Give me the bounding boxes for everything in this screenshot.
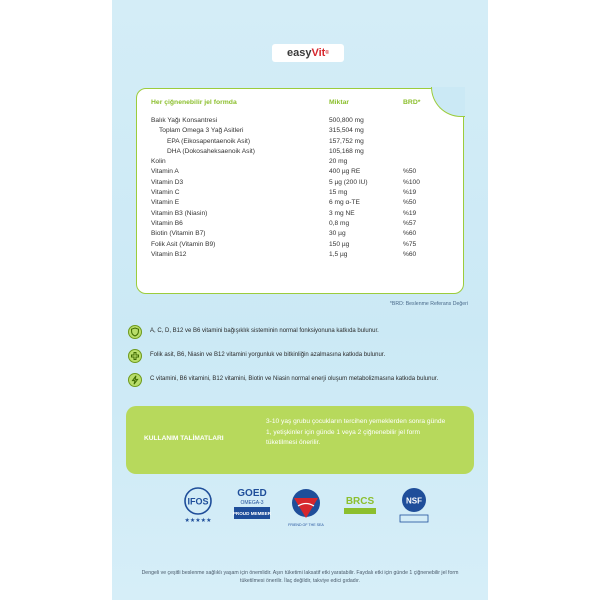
certifications-row: [112, 484, 488, 534]
nutrient-brd: %19: [403, 209, 417, 217]
nutrient-name: Folik Asit (Vitamin B9): [151, 240, 216, 248]
nutrient-name: Vitamin D3: [151, 178, 184, 186]
nutrient-brd: %60: [403, 250, 417, 258]
friend-of-the-sea-logo: [284, 484, 328, 528]
table-row: [151, 240, 451, 250]
nutrient-name: EPA (Eikosapentaenoik Asit): [167, 137, 251, 145]
claim-text: A, C, D, B12 ve B6 vitamini bağışıklık sisteminin normal fonksiyonuna katkıda bulunur.: [150, 328, 379, 334]
nutrient-amount: 0,8 mg: [329, 219, 350, 227]
nutrition-panel: [136, 88, 464, 294]
nutrient-amount: 30 µg: [329, 230, 346, 238]
goed-title: GOED: [237, 488, 267, 499]
nutrient-brd: %50: [403, 168, 417, 176]
nsf-logo: [392, 484, 436, 528]
lightning-icon: [128, 373, 142, 387]
brcs-text: BRCS: [345, 496, 375, 507]
nutrient-amount: 150 µg: [329, 240, 350, 248]
table-row: [151, 116, 451, 126]
brand-registered: ®: [325, 50, 330, 56]
nutrient-name: Vitamin C: [151, 189, 180, 197]
brand-logo: [272, 44, 344, 62]
header-name: Her çiğnenebilir jel formda: [151, 99, 237, 106]
ifos-text: IFOS: [187, 496, 209, 507]
nutrient-name: Toplam Omega 3 Yağ Asitleri: [159, 127, 244, 135]
nutrient-amount: 315,504 mg: [329, 127, 364, 135]
product-box: [112, 0, 488, 600]
nutrient-amount: 6 mg α-TE: [329, 199, 360, 207]
nutrient-amount: 20 mg: [329, 158, 348, 166]
nutrient-name: DHA (Dokosaheksaenoik Asit): [167, 147, 255, 155]
nutrient-brd: %50: [403, 199, 417, 207]
nutrient-name: Vitamin B3 (Niasin): [151, 209, 208, 217]
usage-instructions: [126, 406, 474, 474]
nutrient-amount: 5 µg (200 IU): [329, 178, 368, 186]
shield-icon: [128, 325, 142, 339]
nutrition-rows: [151, 116, 451, 260]
table-row: [151, 198, 451, 208]
nutrient-brd: %75: [403, 240, 417, 248]
table-row: [151, 126, 451, 136]
nutrient-name: Balık Yağı Konsantresi: [151, 117, 218, 124]
leaf-corner: [431, 87, 465, 117]
goed-sub: OMEGA-3: [240, 500, 264, 506]
disclaimer-text: Dengeli ve çeşitli beslenme sağlıklı yaşam için önemlidir. Aşırı tüketimi laksatif etki yaratabilir. Faydalı etki için günde 1 çiğnenebilir jel form tüketilmesi önerilir. İlaç değildir, takviye edici gıdadır.: [141, 570, 459, 584]
brand-name: easy: [286, 47, 312, 59]
nutrient-brd: %57: [403, 219, 417, 227]
nutrient-brd: %100: [403, 178, 420, 186]
nutrient-brd: %19: [403, 189, 417, 197]
nutrient-name: Kolin: [151, 158, 166, 166]
nutrient-name: Biotin (Vitamin B7): [151, 230, 206, 238]
nutrient-name: Vitamin B6: [151, 219, 183, 227]
table-row: [151, 147, 451, 157]
ifos-logo: [176, 484, 220, 528]
plus-icon: [128, 349, 142, 363]
table-row: [151, 167, 451, 177]
nutrient-amount: 1,5 µg: [329, 250, 348, 258]
nsf-text: NSF: [406, 496, 422, 506]
nutrient-amount: 3 mg NE: [329, 209, 355, 217]
table-row: [151, 219, 451, 229]
nutrient-name: Vitamin B12: [151, 250, 187, 258]
nutrient-amount: 400 µg RE: [329, 168, 361, 176]
nutrient-amount: 15 mg: [329, 189, 348, 197]
table-row: [151, 178, 451, 188]
brd-footnote: *BRD: Beslenme Referans Değeri: [389, 301, 468, 307]
header-amount: Miktar: [329, 99, 350, 106]
table-row: [151, 250, 451, 260]
nutrient-amount: 105,168 mg: [329, 147, 364, 155]
nutrient-amount: 500,800 mg: [329, 117, 364, 124]
nutrient-brd: %60: [403, 230, 417, 238]
brcs-logo: [338, 484, 382, 528]
goed-logo: [230, 484, 274, 528]
table-row: [151, 209, 451, 219]
usage-title: KULLANIM TALİMATLARI: [144, 435, 224, 442]
svg-text:★★★★★: ★★★★★: [184, 517, 212, 524]
claim-text: Folik asit, B6, Niasin ve B12 vitamini yorgunluk ve bitkinliğin azalmasına katkıda bulunur.: [150, 352, 386, 358]
table-row: [151, 157, 451, 167]
goed-badge: PROUD MEMBER: [232, 511, 272, 516]
nutrient-amount: 157,752 mg: [329, 137, 364, 145]
nutrient-name: Vitamin E: [151, 199, 180, 207]
table-row: [151, 229, 451, 239]
claim-text: C vitamini, B6 vitamini, B12 vitamini, Biotin ve Niasin normal enerji oluşum metabolizmasına katkıda bulunur.: [150, 376, 439, 382]
brand-accent: Vit: [311, 47, 326, 59]
nutrient-name: Vitamin A: [151, 168, 179, 176]
usage-body: 3-10 yaş grubu çocukların tercihen yemeklerden sonra günde 1, yetişkinler için günde 1 veya 2 çiğnenebilir jel form tüketilmesi önerilir.: [266, 418, 446, 446]
table-row: [151, 137, 451, 147]
header-brd: BRD*: [403, 99, 421, 106]
fots-text: FRIEND OF THE SEA: [288, 523, 324, 527]
table-row: [151, 188, 451, 198]
